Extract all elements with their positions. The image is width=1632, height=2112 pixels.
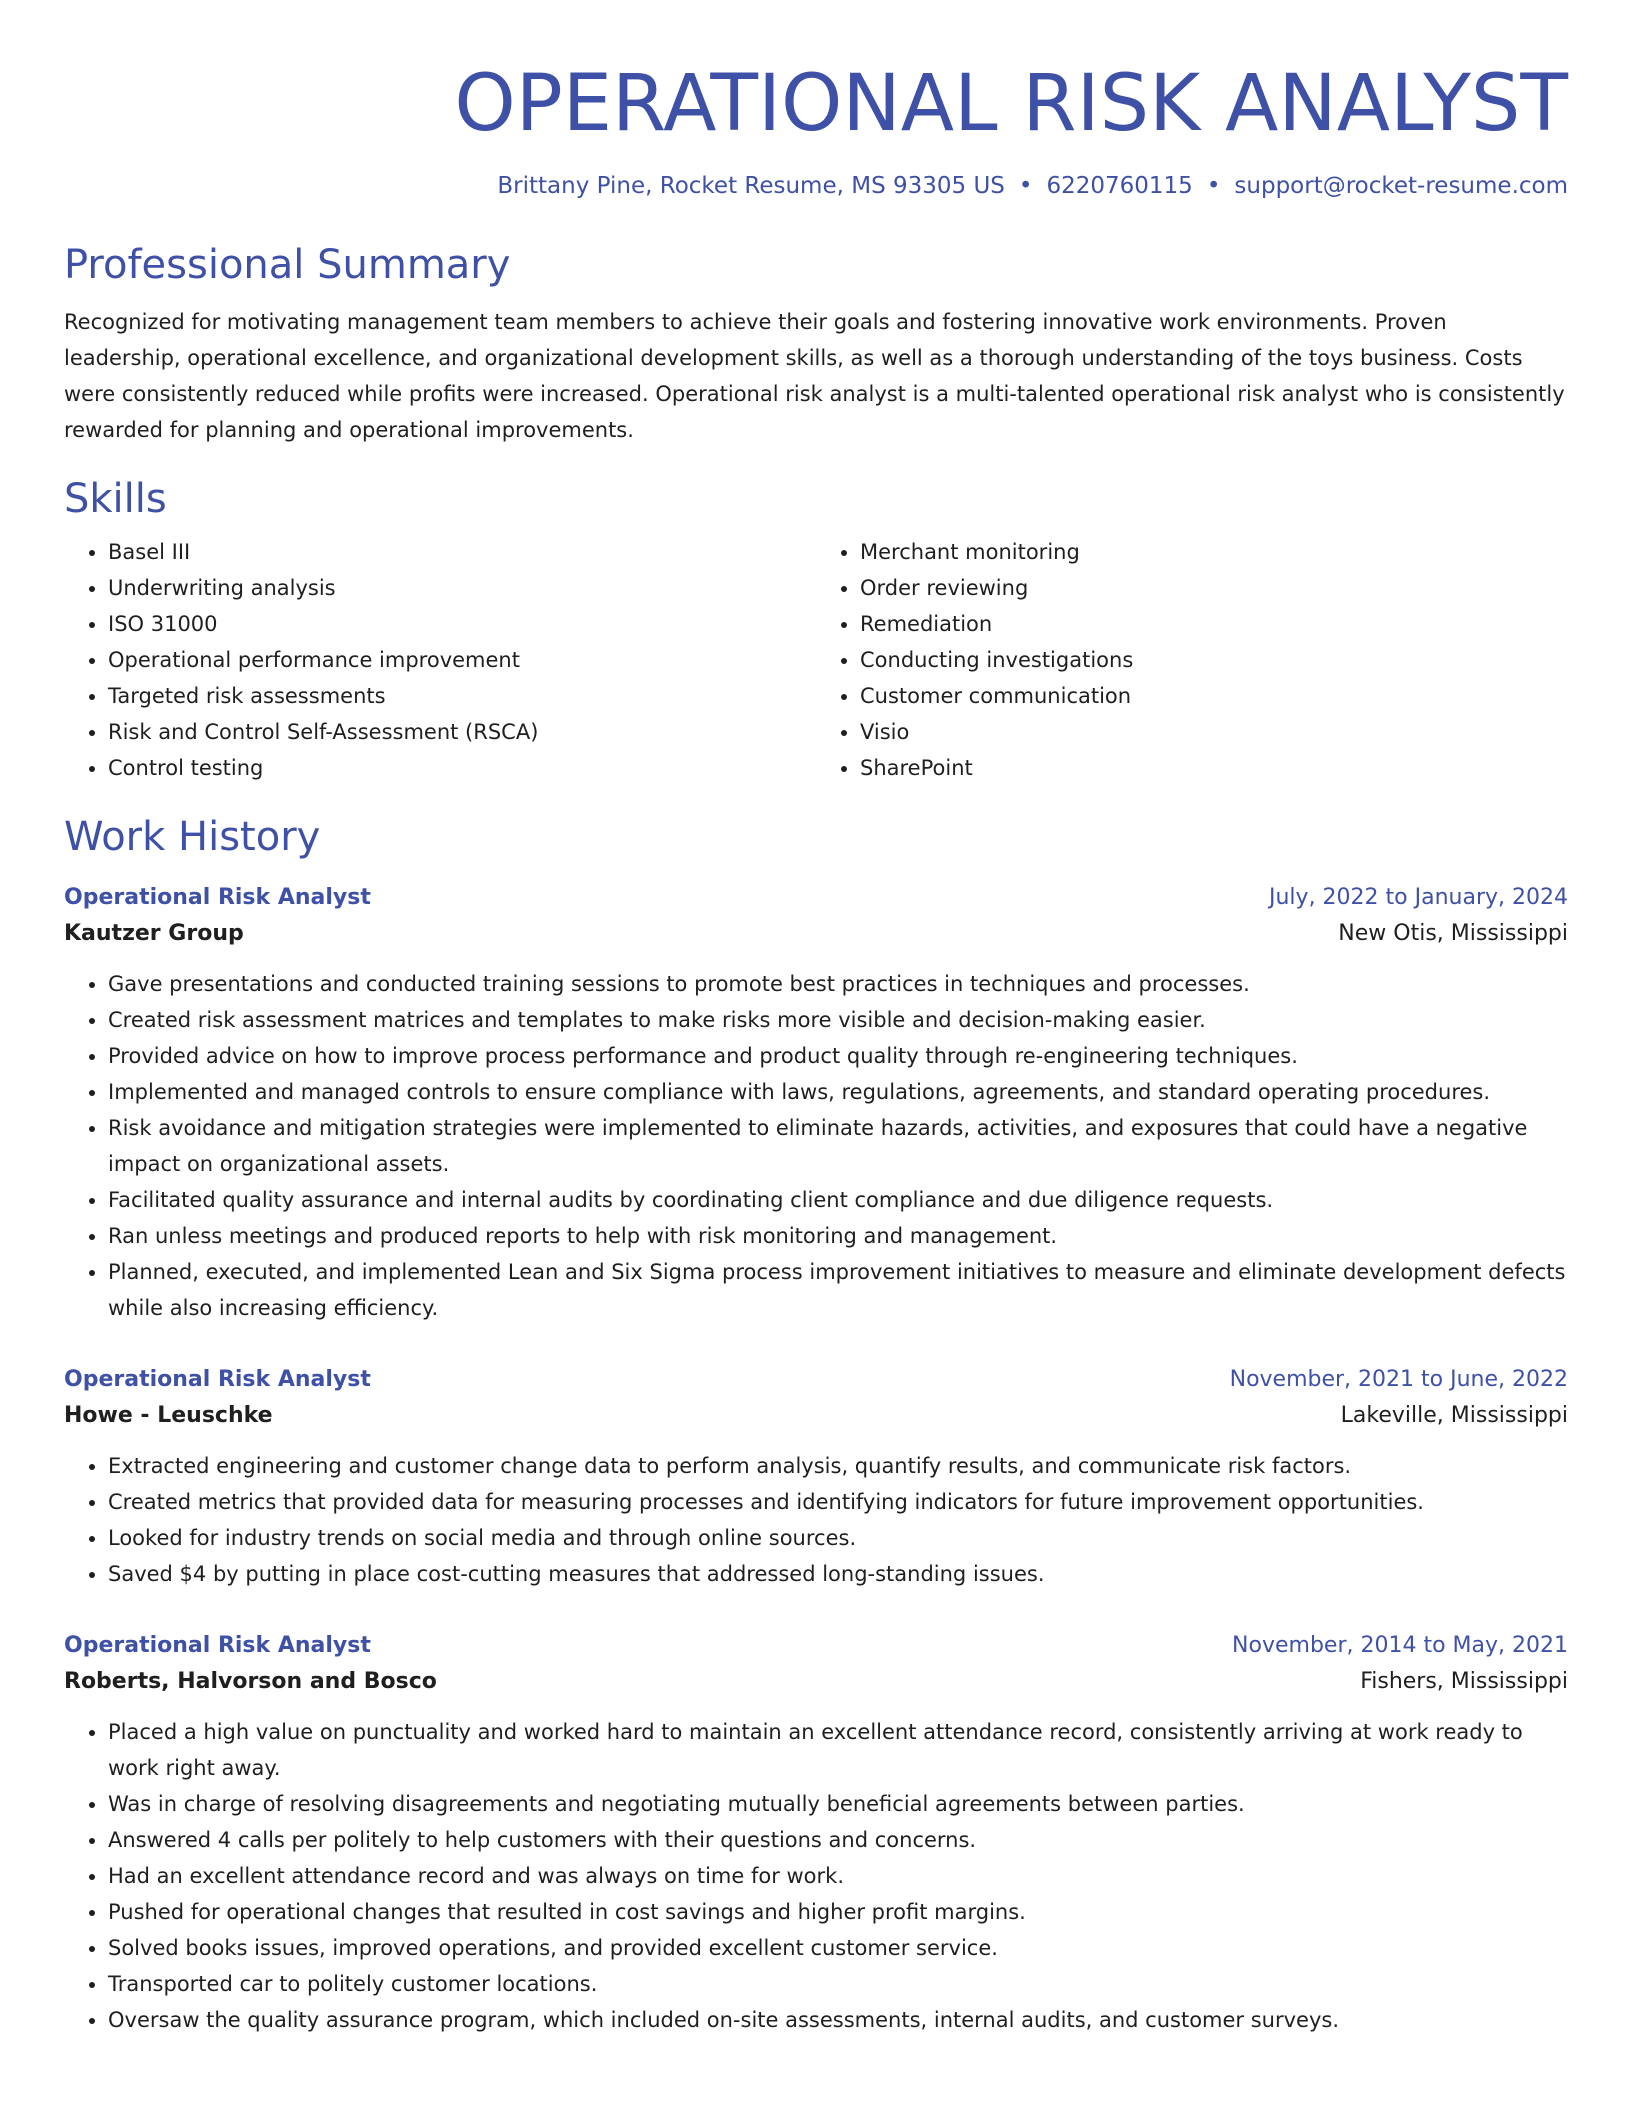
skill-item: • Customer communication <box>860 678 1568 714</box>
job-location: Fishers, Mississippi <box>1360 1669 1568 1694</box>
job-bullet: • Was in charge of resolving disagreements and negotiating mutually beneficial agreements between parties. <box>108 1786 1568 1822</box>
job-entry <box>64 1362 1568 1592</box>
job-location: Lakeville, Mississippi <box>1340 1403 1568 1428</box>
contact-line <box>64 170 1568 202</box>
contact-separator: • <box>1206 173 1221 199</box>
job-company: Kautzer Group <box>64 921 244 946</box>
summary-text: Recognized for motivating management team members to achieve their goals and fostering innovative work environments. Proven leadership, operational excellence, and organizational development skills, as well as a thorough understanding of the toys business. Costs were consistently reduced while profits were increased. Operational risk analyst is a multi-talented operational risk analyst who is consistently rewarded for planning and operational improvements. <box>64 310 1565 442</box>
job-header-row <box>64 1362 1568 1398</box>
job-header-row <box>64 880 1568 916</box>
job-bullet: • Transported car to politely customer locations. <box>108 1966 1568 2002</box>
job-bullet: • Created metrics that provided data for measuring processes and identifying indicators for future improvement opportunities. <box>108 1484 1568 1520</box>
skill-item: • Control testing <box>108 750 816 786</box>
skills-list-right <box>816 534 1568 786</box>
contact-address: Brittany Pine, Rocket Resume, MS 93305 US <box>497 173 1005 199</box>
job-dates: November, 2021 to June, 2022 <box>1229 1367 1568 1392</box>
job-bullets <box>64 966 1568 1326</box>
job-bullet: • Planned, executed, and implemented Lean and Six Sigma process improvement initiatives to measure and eliminate development defects while also increasing efficiency. <box>108 1254 1568 1326</box>
skills-heading: Skills <box>64 476 167 522</box>
job-bullet: • Pushed for operational changes that resulted in cost savings and higher profit margins. <box>108 1894 1568 1930</box>
job-company: Howe - Leuschke <box>64 1403 273 1428</box>
contact-phone: 6220760115 <box>1046 173 1193 199</box>
job-bullet: • Risk avoidance and mitigation strategies were implemented to eliminate hazards, activities, and exposures that could have a negative impact on organizational assets. <box>108 1110 1568 1182</box>
skill-item: • SharePoint <box>860 750 1568 786</box>
skill-item: • Underwriting analysis <box>108 570 816 606</box>
job-bullet: • Provided advice on how to improve process performance and product quality through re-engineering techniques. <box>108 1038 1568 1074</box>
skill-item: • Merchant monitoring <box>860 534 1568 570</box>
skill-item: • Operational performance improvement <box>108 642 816 678</box>
job-entry <box>64 1628 1568 2038</box>
job-company-row <box>64 1664 1568 1700</box>
skill-item: • Risk and Control Self-Assessment (RSCA) <box>108 714 816 750</box>
contact-separator: • <box>1018 173 1033 199</box>
job-dates: November, 2014 to May, 2021 <box>1232 1633 1568 1658</box>
job-title: Operational Risk Analyst <box>64 1633 371 1658</box>
job-bullets <box>64 1448 1568 1592</box>
job-bullet: • Facilitated quality assurance and internal audits by coordinating client compliance and due diligence requests. <box>108 1182 1568 1218</box>
job-location: New Otis, Mississippi <box>1338 921 1568 946</box>
skill-item: • Targeted risk assessments <box>108 678 816 714</box>
job-company-row <box>64 1398 1568 1434</box>
job-bullet: • Oversaw the quality assurance program, which included on-site assessments, internal audits, and customer surveys. <box>108 2002 1568 2038</box>
job-bullet: • Answered 4 calls per politely to help customers with their questions and concerns. <box>108 1822 1568 1858</box>
job-bullet: • Looked for industry trends on social media and through online sources. <box>108 1520 1568 1556</box>
job-bullet: • Saved $4 by putting in place cost-cutting measures that addressed long-standing issues. <box>108 1556 1568 1592</box>
job-title: Operational Risk Analyst <box>64 885 371 910</box>
job-entry <box>64 880 1568 1326</box>
summary-heading: Professional Summary <box>64 242 511 288</box>
job-company-row <box>64 916 1568 952</box>
job-company: Roberts, Halvorson and Bosco <box>64 1669 437 1694</box>
skills-grid <box>64 534 1568 786</box>
job-bullet: • Gave presentations and conducted training sessions to promote best practices in techniques and processes. <box>108 966 1568 1002</box>
job-header-row <box>64 1628 1568 1664</box>
job-bullet: • Created risk assessment matrices and templates to make risks more visible and decision-making easier. <box>108 1002 1568 1038</box>
skills-list-left <box>64 534 816 786</box>
job-dates: July, 2022 to January, 2024 <box>1269 885 1568 910</box>
job-bullet: • Extracted engineering and customer change data to perform analysis, quantify results, and communicate risk factors. <box>108 1448 1568 1484</box>
job-bullet: • Had an excellent attendance record and was always on time for work. <box>108 1858 1568 1894</box>
skill-item: • ISO 31000 <box>108 606 816 642</box>
job-bullet: • Ran unless meetings and produced reports to help with risk monitoring and management. <box>108 1218 1568 1254</box>
skill-item: • Conducting investigations <box>860 642 1568 678</box>
skill-item: • Remediation <box>860 606 1568 642</box>
contact-email: support@rocket-resume.com <box>1234 173 1568 199</box>
job-title: Operational Risk Analyst <box>64 1367 371 1392</box>
job-bullet: • Solved books issues, improved operations, and provided excellent customer service. <box>108 1930 1568 1966</box>
skill-item: • Visio <box>860 714 1568 750</box>
job-bullet: • Implemented and managed controls to ensure compliance with laws, regulations, agreements, and standard operating procedures. <box>108 1074 1568 1110</box>
work-history-heading: Work History <box>64 814 321 860</box>
skill-item: • Order reviewing <box>860 570 1568 606</box>
skill-item: • Basel III <box>108 534 816 570</box>
job-bullet: • Placed a high value on punctuality and worked hard to maintain an excellent attendance record, consistently arriving at work ready to work right away. <box>108 1714 1568 1786</box>
job-bullets <box>64 1714 1568 2038</box>
resume-title: OPERATIONAL RISK ANALYST <box>454 59 1568 149</box>
